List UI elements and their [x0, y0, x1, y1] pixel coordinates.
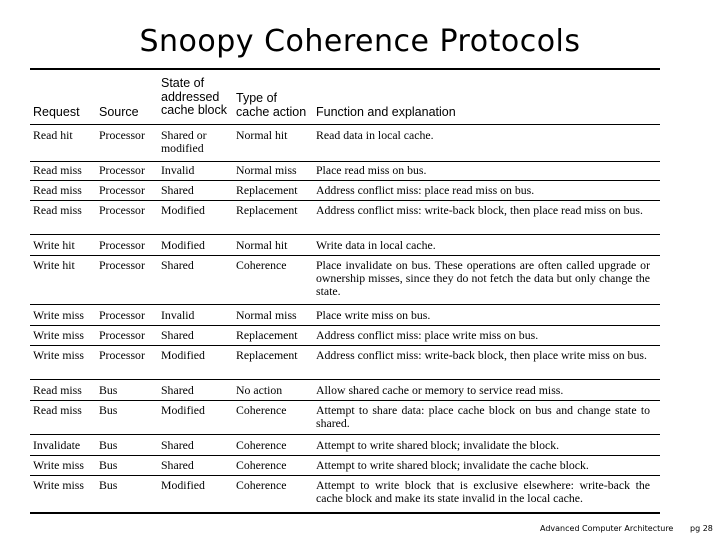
cell-type: Replacement: [236, 348, 298, 362]
cell-source: Bus: [99, 403, 118, 417]
row-divider: [30, 234, 660, 235]
row-divider: [30, 180, 660, 181]
cell-type: Coherence: [236, 403, 287, 417]
cell-type: Coherence: [236, 258, 287, 272]
cell-request: Read miss: [33, 163, 82, 177]
cell-source: Bus: [99, 383, 118, 397]
cell-type: No action: [236, 383, 283, 397]
cell-type: Coherence: [236, 438, 287, 452]
row-divider: [30, 161, 660, 162]
header-state: [161, 77, 227, 118]
cell-function: Attempt to write block that is exclusive elsewhere: write-back the cache block and make its state invalid in the local cache.: [316, 478, 650, 505]
row-divider: [30, 325, 660, 326]
header-state-line1: State of: [161, 76, 205, 90]
header-type: [236, 92, 306, 119]
row-divider: [30, 379, 660, 380]
header-source: Source: [99, 105, 139, 119]
row-divider: [30, 304, 660, 305]
cell-request: Read miss: [33, 183, 82, 197]
cell-function: Attempt to write shared block; invalidate the block.: [316, 438, 560, 452]
row-divider: [30, 255, 660, 256]
cell-request: Read hit: [33, 128, 73, 142]
cell-type: Normal miss: [236, 163, 297, 177]
cell-type: Coherence: [236, 458, 287, 472]
cell-source: Processor: [99, 128, 145, 142]
cell-function: Attempt to write shared block; invalidate the cache block.: [316, 458, 589, 472]
cell-type: Normal miss: [236, 308, 297, 322]
cell-source: Processor: [99, 163, 145, 177]
cell-function: Place write miss on bus.: [316, 308, 431, 322]
cell-function: Place invalidate on bus. These operations are often called upgrade or ownership misses, since they do not fetch the data but only change the state.: [316, 258, 650, 298]
cell-type: Replacement: [236, 183, 298, 197]
cell-state: Modified: [161, 238, 205, 252]
cell-request: Write hit: [33, 258, 75, 272]
cell-source: Processor: [99, 328, 145, 342]
cell-source: Bus: [99, 438, 118, 452]
slide-title: Snoopy Coherence Protocols: [139, 24, 581, 59]
cell-request: Read miss: [33, 203, 82, 217]
cell-source: Bus: [99, 458, 118, 472]
cell-state: Modified: [161, 203, 205, 217]
row-divider: [30, 475, 660, 476]
footer-page-number: pg 28: [690, 524, 713, 533]
cell-request: Write hit: [33, 238, 75, 252]
cell-request: Write miss: [33, 328, 84, 342]
cell-type: Normal hit: [236, 128, 288, 142]
cell-request: Write miss: [33, 348, 84, 362]
cell-function: Address conflict miss: place read miss on bus.: [316, 183, 535, 197]
cell-request: Read miss: [33, 383, 82, 397]
cell-state: Shared: [161, 458, 194, 472]
header-function: Function and explanation: [316, 105, 456, 119]
cell-state: Shared: [161, 183, 194, 197]
cell-request: Write miss: [33, 308, 84, 322]
cell-function: Write data in local cache.: [316, 238, 436, 252]
cell-request: Write miss: [33, 478, 84, 492]
cell-source: Bus: [99, 478, 118, 492]
cell-source: Processor: [99, 203, 145, 217]
cell-state: Invalid: [161, 163, 195, 177]
cell-state: Shared: [161, 438, 194, 452]
cell-function: Read data in local cache.: [316, 128, 434, 142]
row-divider: [30, 455, 660, 456]
cell-request: Read miss: [33, 403, 82, 417]
row-divider: [30, 400, 660, 401]
table-top-rule: [30, 68, 660, 70]
cell-type: Replacement: [236, 203, 298, 217]
cell-state: Shared: [161, 328, 194, 342]
row-divider: [30, 434, 660, 435]
cell-request: Write miss: [33, 458, 84, 472]
cell-type: Normal hit: [236, 238, 288, 252]
cell-type: Coherence: [236, 478, 287, 492]
header-state-line3: cache block: [161, 103, 228, 117]
cell-source: Processor: [99, 238, 145, 252]
cell-source: Processor: [99, 348, 145, 362]
cell-state: Shared or modified: [161, 128, 207, 155]
header-state-line2: addressed: [161, 89, 220, 104]
footer-course: Advanced Computer Architecture: [540, 524, 674, 533]
cell-state: Modified: [161, 348, 205, 362]
table-bottom-rule: [30, 512, 660, 514]
cell-function: Address conflict miss: write-back block, then place read miss on bus.: [316, 203, 643, 217]
row-divider: [30, 345, 660, 346]
cell-source: Processor: [99, 258, 145, 272]
cell-state: Modified: [161, 478, 205, 492]
row-divider: [30, 200, 660, 201]
header-type-line2: cache action: [236, 104, 307, 119]
cell-state: Invalid: [161, 308, 195, 322]
header-request: Request: [33, 105, 80, 119]
table-header-rule: [30, 124, 660, 125]
cell-function: Allow shared cache or memory to service read miss.: [316, 383, 564, 397]
cell-request: Invalidate: [33, 438, 81, 452]
cell-function: Place read miss on bus.: [316, 163, 427, 177]
cell-state: Modified: [161, 403, 205, 417]
cell-function: Address conflict miss: write-back block, then place write miss on bus.: [316, 348, 647, 362]
cell-state: Shared: [161, 383, 194, 397]
cell-function: Address conflict miss: place write miss on bus.: [316, 328, 539, 342]
cell-type: Replacement: [236, 328, 298, 342]
cell-source: Processor: [99, 308, 145, 322]
cell-source: Processor: [99, 183, 145, 197]
cell-function: Attempt to share data: place cache block on bus and change state to shared.: [316, 403, 650, 430]
header-type-line1: Type of: [236, 91, 277, 105]
cell-state: Shared: [161, 258, 194, 272]
